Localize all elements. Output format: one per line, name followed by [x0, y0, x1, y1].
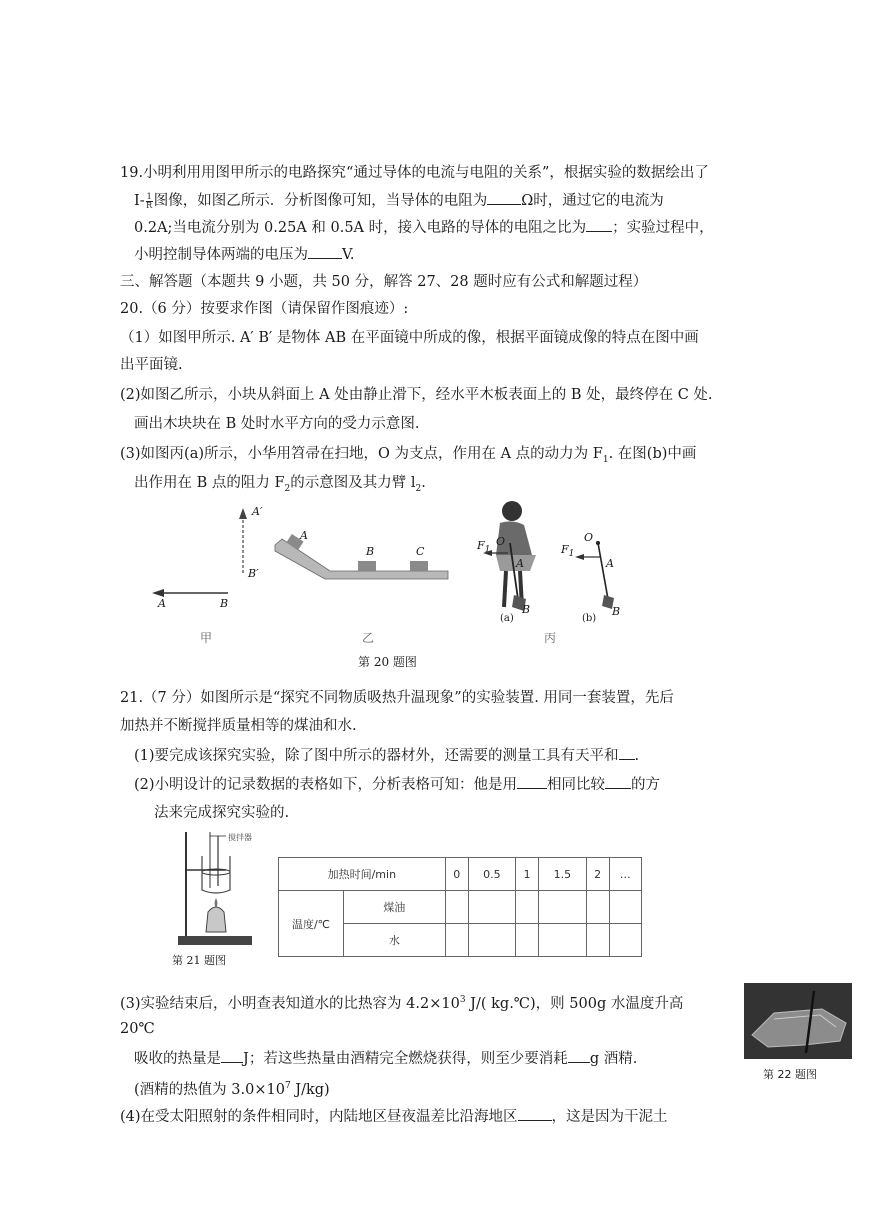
- q21-p3c: 20℃: [120, 1021, 155, 1037]
- frac-numerator: 1: [146, 191, 152, 201]
- label-f1-b: [561, 543, 574, 559]
- table-cell[interactable]: [445, 891, 468, 924]
- q20-figure-drawing: [140, 495, 640, 675]
- label-a-prime: A′: [252, 505, 263, 518]
- q19-line1: 19.小明利用用图甲所示的电路探究“通过导体的电流与电阻的关系”，根据实验的数据绘出了: [120, 165, 709, 181]
- table-cell[interactable]: [586, 891, 609, 924]
- q20-p3b-1: 出作用在 B 点的阻力 F: [134, 475, 285, 491]
- q21-head2: 加热并不断搅拌质量相等的煤油和水.: [120, 718, 357, 734]
- temp-header-cell: 温度/℃: [279, 891, 344, 957]
- fig-label-yi: 乙: [362, 631, 375, 645]
- stand-base: [178, 936, 252, 945]
- table-cell[interactable]: [539, 924, 586, 957]
- table-row: [279, 858, 642, 891]
- apparatus-drawing: [170, 828, 270, 948]
- table-cell[interactable]: [468, 924, 515, 957]
- reciprocal-r-fraction: [146, 193, 153, 210]
- f1-b-sub: 1: [568, 549, 575, 560]
- label-o-b: O: [584, 531, 594, 544]
- label-sub-a: (a): [500, 613, 514, 624]
- answer-blank[interactable]: [619, 745, 635, 760]
- table-cell[interactable]: [468, 891, 515, 924]
- label-a-b: A: [606, 557, 614, 570]
- q20-figure: [140, 495, 640, 675]
- q21-figure-caption: 第 21 题图: [172, 954, 226, 967]
- label-b-yi: B: [366, 545, 375, 558]
- q20-head: 20.（6 分）按要求作图（请保留作图痕迹）:: [120, 301, 409, 317]
- q20-p3b-sub2: 2: [415, 483, 422, 494]
- answer-blank[interactable]: [605, 774, 631, 789]
- fig-label-bing: 丙: [544, 631, 557, 645]
- q21-p1: [134, 745, 639, 766]
- q21-p3g-2: J/kg): [290, 1081, 330, 1098]
- answer-blank[interactable]: [568, 1048, 590, 1063]
- table-cell[interactable]: [609, 924, 641, 957]
- row-label-water: 水: [344, 924, 446, 957]
- q20-p2a: (2)如图乙所示，小块从斜面上 A 处由静止滑下，经水平木板表面上的 B 处，最终停在 C 处.: [120, 387, 713, 403]
- q21-p1-b: .: [634, 748, 640, 764]
- answer-blank[interactable]: [517, 774, 547, 789]
- q20-p3b-3: .: [421, 475, 426, 491]
- q21-p3-a: (3)实验结束后，小明查表知道水的比热容为 4.2×10: [120, 995, 460, 1012]
- q20-p3b-sub1: 2: [284, 483, 291, 494]
- q19-l3-a: 0.2A;当电流分别为 0.25A 和 0.5A 时，接入电路的导体的电阻之比为: [134, 220, 587, 236]
- label-b-b: B: [612, 605, 621, 618]
- table-cell[interactable]: [586, 924, 609, 957]
- q21-p3-e: J；若这些热量由酒精完全燃烧获得，则至少要消耗: [243, 1051, 568, 1067]
- f1-a-text: F: [477, 539, 485, 552]
- q21-p3g-sup: 7: [284, 1081, 291, 1091]
- q19-line2: [134, 190, 664, 211]
- label-o-a: O: [496, 535, 506, 548]
- q21-p2: [134, 774, 660, 795]
- label-f1-a: [477, 539, 490, 555]
- q21-p3-b: J/( kg.℃)，则 500g 水温度升高: [465, 995, 684, 1012]
- lamp-flame: [215, 898, 218, 908]
- person-head: [502, 501, 522, 521]
- q22-photo-drawing: [744, 983, 852, 1059]
- q19-line4: [134, 244, 355, 265]
- q19-line3: [134, 217, 714, 238]
- q21-p1-a: (1)要完成该探究实验，除了图中所示的器材外，还需要的测量工具有天平和: [134, 748, 619, 764]
- label-b-a: B: [522, 603, 531, 616]
- q19-l4-a: 小明控制导体两端的电压为: [134, 247, 308, 263]
- q21-p4-b: ，这是因为干泥土: [551, 1109, 668, 1125]
- q20-p3a-sub: 1: [602, 454, 609, 465]
- label-b-prime: B′: [248, 567, 259, 580]
- q21-p3: [120, 990, 683, 1014]
- q22-figure-caption: 第 22 题图: [763, 1068, 817, 1081]
- q22-photo: [744, 983, 852, 1059]
- q19-l4-b: V.: [342, 247, 355, 263]
- row-label-kerosene: 煤油: [344, 891, 446, 924]
- q20-figure-caption: 第 20 题图: [358, 655, 417, 669]
- stirrer-label: 搅拌器: [228, 833, 252, 842]
- label-b-jia: B: [220, 597, 229, 610]
- q21-p2-c: 的方: [631, 777, 661, 793]
- table-cell[interactable]: [445, 924, 468, 957]
- alcohol-lamp: [206, 907, 226, 932]
- q21-head: 21.（7 分）如图所示是“探究不同物质吸热升温现象”的实验装置. 用同一套装置，先后: [120, 690, 674, 706]
- answer-blank[interactable]: [308, 244, 342, 259]
- q20-p1b: 出平面镜.: [120, 357, 183, 373]
- table-cell: 2: [586, 858, 609, 891]
- q20-p2b: 画出木块块在 B 处时水平方向的受力示意图.: [134, 416, 420, 432]
- label-a-jia: A: [158, 597, 166, 610]
- table-cell: 1: [516, 858, 539, 891]
- q21-p3g: [134, 1076, 330, 1100]
- answer-blank[interactable]: [487, 190, 521, 205]
- table-cell: 0.5: [468, 858, 515, 891]
- broom-handle-b: [598, 543, 608, 599]
- time-header-cell: 加热时间/min: [279, 858, 446, 891]
- q19-l2-c: Ω时，通过它的电流为: [521, 193, 664, 209]
- q19-l2-a: I-: [134, 193, 145, 209]
- person-leg-left: [504, 571, 506, 607]
- fig-label-jia: 甲: [200, 631, 213, 645]
- section-heading: 三、解答题（本题共 9 小题，共 50 分，解答 27、28 题时应有公式和解题过程）: [120, 274, 648, 290]
- q21-p4-a: (4)在受太阳照射的条件相同时，内陆地区昼夜温差比沿海地区: [120, 1109, 518, 1125]
- table-cell[interactable]: [609, 891, 641, 924]
- table-row: [279, 891, 642, 924]
- q20-p3a-2: . 在图(b)中画: [608, 446, 697, 462]
- block-at-b: [358, 561, 376, 571]
- q21-p3g-1: (酒精的热值为 3.0×10: [134, 1081, 285, 1098]
- q20-p3b-2: 的示意图及其力臂 l: [290, 475, 416, 491]
- data-table: [278, 857, 642, 957]
- label-a-yi: A: [300, 529, 308, 542]
- label-c-yi: C: [416, 545, 425, 558]
- q21-p4: [120, 1106, 668, 1127]
- table-cell: …: [609, 858, 641, 891]
- answer-blank[interactable]: [586, 217, 612, 232]
- block-at-c: [410, 561, 428, 571]
- table-cell[interactable]: [516, 924, 539, 957]
- answer-blank[interactable]: [221, 1048, 243, 1063]
- q21-p3-d: 吸收的热量是: [134, 1051, 221, 1067]
- label-sub-b: (b): [582, 613, 597, 624]
- q21-p3-line2: [134, 1048, 637, 1069]
- object-arrowhead: [152, 589, 164, 597]
- q19-l2-b: 图像，如图乙所示．分析图像可知，当导体的电阻为: [153, 193, 488, 209]
- q19-l3-b: ；实验过程中，: [612, 220, 714, 236]
- q21-p2-b: 相同比较: [547, 777, 606, 793]
- q20-p3a: [120, 444, 696, 470]
- answer-blank[interactable]: [518, 1106, 552, 1121]
- f1-a-sub: 1: [484, 545, 491, 556]
- q21-p3-f: g 酒精.: [589, 1051, 638, 1067]
- force-arrowhead-b: [575, 554, 584, 560]
- table-cell[interactable]: [539, 891, 586, 924]
- table-cell: 1.5: [539, 858, 586, 891]
- table-cell[interactable]: [516, 891, 539, 924]
- table-cell: 0: [445, 858, 468, 891]
- q21-p2-a: (2)小明设计的记录数据的表格如下，分析表格可知：他是用: [134, 777, 518, 793]
- q21-apparatus-figure: [170, 828, 270, 968]
- q20-p3a-1: (3)如图丙(a)所示，小华用笤帚在扫地，O 为支点，作用在 A 点的动力为 F: [120, 446, 603, 462]
- frac-denominator: R: [146, 200, 153, 210]
- image-arrowhead: [239, 508, 247, 519]
- q21-p2d: 法来完成探究实验的.: [154, 805, 290, 821]
- f1-b-text: F: [561, 543, 569, 556]
- label-a-a: A: [516, 557, 524, 570]
- q21-p3-sup: 3: [459, 995, 466, 1005]
- q20-p1a: （1）如图甲所示. A′ B′ 是物体 AB 在平面镜中所成的像，根据平面镜成像的特点在图中画: [120, 330, 699, 346]
